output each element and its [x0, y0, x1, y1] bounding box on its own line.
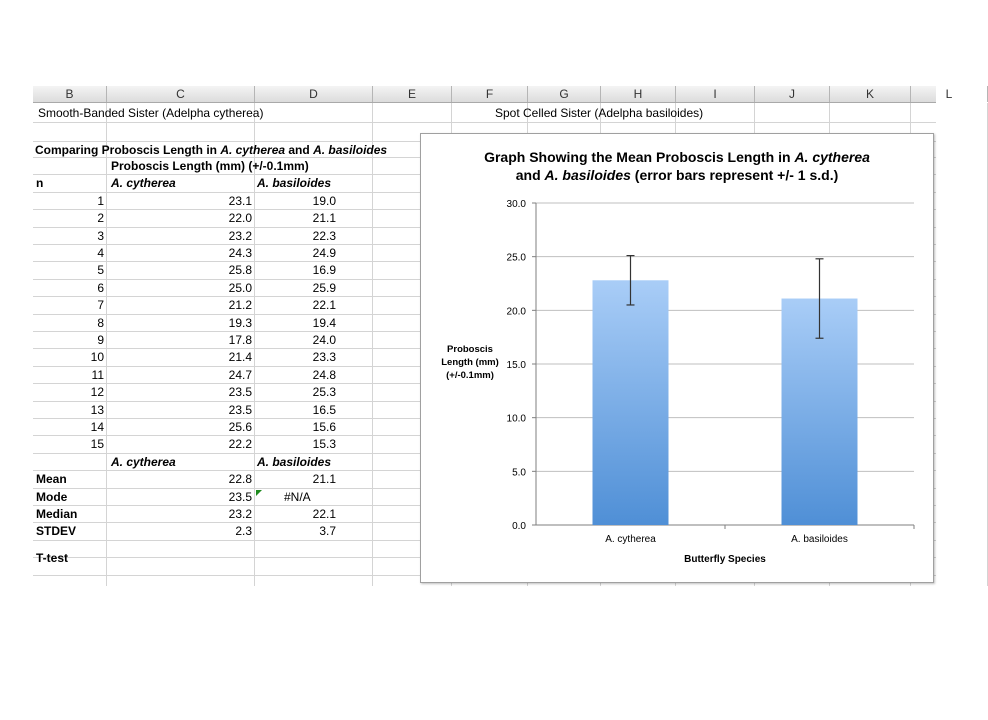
n-cell[interactable]: 2: [97, 211, 104, 225]
cytherea-value-cell[interactable]: 19.3: [228, 316, 252, 330]
bar-1: [593, 280, 669, 525]
cytherea-value-cell[interactable]: 23.5: [228, 403, 252, 417]
cytherea-value-cell[interactable]: 22.0: [228, 211, 252, 225]
y-tick-label: 25.0: [506, 252, 526, 264]
column-header-i[interactable]: I: [676, 86, 755, 102]
error-indicator-icon: [256, 490, 262, 496]
cytherea-value-cell[interactable]: 23.1: [228, 194, 252, 208]
stat-basiloides-mean[interactable]: 21.1: [312, 472, 336, 486]
column-header-d[interactable]: D: [255, 86, 373, 102]
chart-title-species-1: A. cytherea: [794, 149, 870, 165]
stat-cytherea-median[interactable]: 23.2: [228, 507, 252, 521]
cytherea-value-cell[interactable]: 25.8: [228, 263, 252, 277]
n-cell[interactable]: 1: [97, 194, 104, 208]
basiloides-value-cell[interactable]: 23.3: [312, 350, 336, 364]
n-cell[interactable]: 14: [90, 420, 104, 434]
cytherea-value-cell[interactable]: 24.7: [228, 368, 252, 382]
column-header-b[interactable]: B: [33, 86, 107, 102]
col2-header-cell[interactable]: A. basiloides: [257, 176, 332, 190]
stat-label-stdev[interactable]: STDEV: [36, 524, 77, 538]
y-axis-title-line: Proboscis: [447, 344, 493, 355]
y-tick-label: 10.0: [506, 413, 526, 425]
stat-cytherea-mean[interactable]: 22.8: [228, 472, 252, 486]
stat-label-median[interactable]: Median: [36, 507, 78, 521]
column-header-f[interactable]: F: [452, 86, 528, 102]
title-left-cell[interactable]: Smooth-Banded Sister (Adelpha cytherea): [38, 106, 264, 120]
chart-title-species-2: A. basiloides: [544, 167, 631, 183]
n-cell[interactable]: 12: [90, 385, 104, 399]
basiloides-value-cell[interactable]: 22.3: [312, 229, 336, 243]
column-header-h[interactable]: H: [601, 86, 676, 102]
stat-cytherea-stdev[interactable]: 2.3: [235, 524, 252, 538]
column-header-l[interactable]: L: [911, 86, 988, 102]
cytherea-value-cell[interactable]: 21.4: [228, 350, 252, 364]
stats-col1-header-cell[interactable]: A. cytherea: [111, 455, 176, 469]
basiloides-value-cell[interactable]: 15.6: [312, 420, 336, 434]
column-header-k[interactable]: K: [830, 86, 911, 102]
n-cell[interactable]: 9: [97, 333, 104, 347]
heading-species-2: A. basiloides: [313, 143, 388, 157]
grid-column-line: [372, 103, 373, 586]
basiloides-value-cell[interactable]: 19.0: [312, 194, 336, 208]
n-cell[interactable]: 15: [90, 437, 104, 451]
ttest-label-cell[interactable]: T-test: [36, 551, 69, 565]
n-cell[interactable]: 4: [97, 246, 104, 260]
basiloides-value-cell[interactable]: 15.3: [312, 437, 336, 451]
basiloides-value-cell[interactable]: 25.9: [312, 281, 336, 295]
cytherea-value-cell[interactable]: 22.2: [228, 437, 252, 451]
n-cell[interactable]: 13: [90, 403, 104, 417]
column-header-g[interactable]: G: [528, 86, 601, 102]
n-cell[interactable]: 6: [97, 281, 104, 295]
stats-col2-header-cell[interactable]: A. basiloides: [257, 455, 332, 469]
table-heading-cell[interactable]: [35, 142, 387, 159]
chart-title-and: and: [515, 167, 545, 183]
column-header-bar: [33, 86, 953, 103]
y-axis-title-line: (+/-0.1mm): [446, 370, 494, 381]
col1-header-cell[interactable]: A. cytherea: [111, 176, 176, 190]
n-cell[interactable]: 11: [91, 368, 104, 382]
y-tick-label: 5.0: [512, 467, 526, 479]
stat-basiloides-median[interactable]: 22.1: [312, 507, 336, 521]
basiloides-value-cell[interactable]: 24.9: [312, 246, 336, 260]
x-tick-label: A. cytherea: [605, 534, 656, 545]
basiloides-value-cell[interactable]: 19.4: [312, 316, 336, 330]
subheading-cell[interactable]: Proboscis Length (mm) (+/-0.1mm): [111, 159, 309, 173]
x-tick-label: A. basiloides: [791, 534, 848, 545]
n-label-cell[interactable]: n: [36, 176, 44, 190]
column-header-e[interactable]: E: [373, 86, 452, 102]
basiloides-value-cell[interactable]: 24.8: [312, 368, 336, 382]
chart-title-line-2: [516, 167, 839, 183]
y-axis-title-line: Length (mm): [441, 357, 499, 368]
cytherea-value-cell[interactable]: 25.6: [228, 420, 252, 434]
heading-text: Comparing Proboscis Length in: [35, 143, 221, 157]
basiloides-value-cell[interactable]: 24.0: [312, 333, 336, 347]
y-tick-label: 0.0: [512, 521, 526, 532]
cytherea-value-cell[interactable]: 21.2: [228, 298, 252, 312]
cytherea-value-cell[interactable]: 25.0: [228, 281, 252, 295]
stat-basiloides-stdev[interactable]: 3.7: [319, 524, 336, 538]
y-tick-label: 15.0: [506, 360, 526, 371]
column-header-c[interactable]: C: [107, 86, 255, 102]
heading-species-1: A. cytherea: [220, 143, 286, 157]
stat-cytherea-mode[interactable]: 23.5: [228, 490, 252, 504]
n-cell[interactable]: 7: [97, 298, 104, 312]
stat-label-mean[interactable]: Mean: [36, 472, 67, 486]
y-tick-label: 30.0: [506, 199, 526, 210]
chart-title-suffix: (error bars represent +/- 1 s.d.): [630, 167, 839, 183]
basiloides-value-cell[interactable]: 16.5: [312, 403, 336, 417]
basiloides-value-cell[interactable]: 22.1: [312, 298, 336, 312]
n-cell[interactable]: 5: [97, 263, 104, 277]
n-cell[interactable]: 3: [97, 229, 104, 243]
chart-object[interactable]: [420, 133, 934, 583]
grid-row-line: [33, 122, 936, 123]
heading-and: and: [285, 143, 314, 157]
cytherea-value-cell[interactable]: 24.3: [228, 246, 252, 260]
bar-chart: [421, 134, 933, 582]
stat-label-mode[interactable]: Mode: [36, 490, 68, 504]
cytherea-value-cell[interactable]: 23.5: [228, 385, 252, 399]
cytherea-value-cell[interactable]: 23.2: [228, 229, 252, 243]
n-cell[interactable]: 8: [97, 316, 104, 330]
y-tick-label: 20.0: [506, 306, 526, 318]
n-cell[interactable]: 10: [90, 350, 104, 364]
basiloides-value-cell[interactable]: 25.3: [312, 385, 336, 399]
title-right-cell[interactable]: Spot Celled Sister (Adelpha basiloides): [495, 106, 704, 120]
x-axis-title: Butterfly Species: [684, 554, 766, 565]
cytherea-value-cell[interactable]: 17.8: [228, 333, 252, 347]
chart-title-text: Graph Showing the Mean Proboscis Length in: [484, 149, 795, 165]
chart-title-line-1: [484, 149, 870, 165]
stat-basiloides-mode[interactable]: #N/A: [284, 490, 311, 504]
column-header-j[interactable]: J: [755, 86, 830, 102]
basiloides-value-cell[interactable]: 21.1: [312, 211, 336, 225]
basiloides-value-cell[interactable]: 16.9: [312, 263, 336, 277]
